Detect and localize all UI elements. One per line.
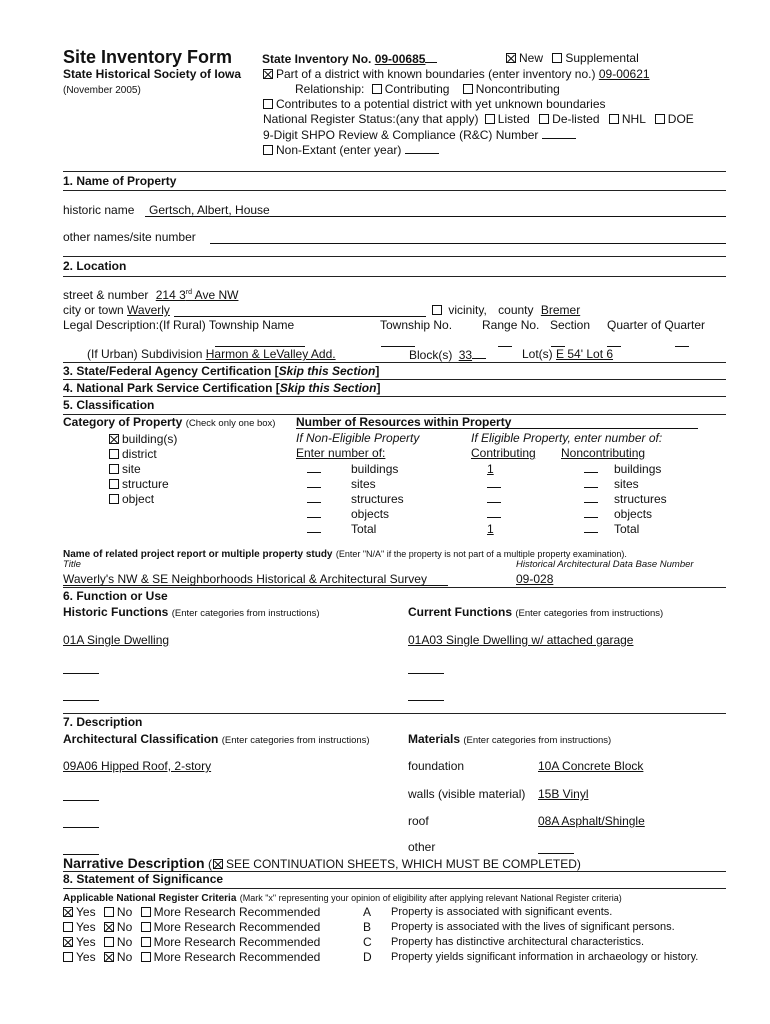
listed-checkbox[interactable] xyxy=(485,114,495,124)
study-title[interactable]: Waverly's NW & SE Neighborhoods Historical & Architectural Survey xyxy=(63,572,427,586)
historic-name-label: historic name xyxy=(63,203,135,217)
roof-label: roof xyxy=(408,814,429,828)
resources-heading: Number of Resources within Property xyxy=(296,415,512,429)
doe-checkbox[interactable] xyxy=(655,114,665,124)
category-structure[interactable]: structure xyxy=(109,477,177,492)
district-row xyxy=(263,68,650,82)
city-row xyxy=(63,304,170,318)
section-8-heading: 8. Statement of Significance xyxy=(63,872,224,886)
contributing-objects-field[interactable] xyxy=(487,508,501,518)
township-no-label: Township No. xyxy=(380,318,453,332)
noncontributing-checkbox[interactable] xyxy=(463,84,473,94)
divider xyxy=(63,888,726,889)
current-functions-heading: Current Functions (Enter categories from instructions) xyxy=(408,605,664,619)
noncontributing-buildings-field[interactable] xyxy=(584,463,598,473)
noneligible-total-field[interactable] xyxy=(307,523,321,533)
noncontributing-objects-field[interactable] xyxy=(584,508,598,518)
district-number[interactable]: 09-00621 xyxy=(598,67,650,81)
doe-label: DOE xyxy=(667,112,694,126)
other-material-label: other xyxy=(408,840,436,854)
nhl-checkbox[interactable] xyxy=(609,114,619,124)
noncontributing-sites-field[interactable] xyxy=(584,478,598,488)
lots-row xyxy=(522,348,613,362)
resources-underline xyxy=(296,428,698,429)
eligible-label: If Eligible Property, enter number of: xyxy=(471,431,663,445)
contributing-label: Contributing xyxy=(384,82,450,96)
form-title: Site Inventory Form xyxy=(63,47,233,67)
section-4-heading: 4. National Park Service Certification [Skip this Section] xyxy=(63,381,381,395)
category-heading: Category of Property (Check only one box) xyxy=(63,415,276,429)
nr-status-label: National Register Status:(any that apply) xyxy=(263,112,479,126)
contributing-counts xyxy=(487,462,501,537)
criterion-c-yes[interactable] xyxy=(63,937,73,947)
district-checkbox[interactable] xyxy=(263,69,273,79)
county-value[interactable]: Bremer xyxy=(540,303,581,317)
divider xyxy=(63,362,726,363)
listed-label: Listed xyxy=(497,112,530,126)
quarter-label: Quarter of Quarter xyxy=(607,318,706,332)
vicinity-label: vicinity, xyxy=(448,303,487,317)
resource-labels-right: buildings sites structures objects Total xyxy=(614,462,667,536)
lots-label: Lot(s) xyxy=(522,347,553,361)
city-line xyxy=(174,316,426,317)
criterion-a-row: Yes No More Research Recommended xyxy=(63,905,320,920)
noneligible-sites-field[interactable] xyxy=(307,478,321,488)
section-7-heading: 7. Description xyxy=(63,715,143,729)
range-no-field[interactable] xyxy=(498,346,512,347)
delisted-label: De-listed xyxy=(552,112,600,126)
foundation-label: foundation xyxy=(408,759,465,773)
arch-class-2[interactable] xyxy=(63,800,99,801)
district-label: Part of a district with known boundaries (enter inventory no.) xyxy=(276,67,596,81)
walls-value[interactable]: 15B Vinyl xyxy=(538,787,589,801)
shpo-row xyxy=(263,128,576,143)
noncontributing-label: Noncontributing xyxy=(475,82,560,96)
foundation-value[interactable]: 10A Concrete Block xyxy=(538,759,644,773)
category-district[interactable]: district xyxy=(109,447,177,462)
vicinity-row xyxy=(432,304,580,318)
new-supplemental xyxy=(506,52,639,66)
arch-class-3[interactable] xyxy=(63,827,99,828)
nonextant-label: Non-Extant (enter year) xyxy=(276,143,402,157)
db-number-label: Historical Architectural Data Base Number xyxy=(516,559,694,570)
criteria-letters: A B C D xyxy=(363,905,372,964)
nonextant-checkbox[interactable] xyxy=(263,145,273,155)
current-function-2[interactable] xyxy=(408,673,444,674)
noncontributing-counts xyxy=(584,462,598,537)
criteria-descriptions: Property is associated with significant events. Property is associated with the lives of significant persons. Property has distinctive architectural characteristics. Property yields significant information in archaeology or history. xyxy=(391,906,699,963)
potential-label: Contributes to a potential district with yet unknown boundaries xyxy=(276,97,606,111)
historic-function-2[interactable] xyxy=(63,673,99,674)
divider xyxy=(63,379,726,380)
criterion-b-more[interactable] xyxy=(141,922,151,932)
contributing-buildings-value[interactable]: 1 xyxy=(487,462,494,476)
section-2-heading: 2. Location xyxy=(63,259,127,273)
criterion-b-row: Yes No More Research Recommended xyxy=(63,920,320,935)
historic-function-1[interactable]: 01A Single Dwelling xyxy=(63,633,170,647)
noneligible-label: If Non-Eligible Property xyxy=(296,431,420,445)
criterion-d-yes[interactable] xyxy=(63,952,73,962)
new-checkbox[interactable] xyxy=(506,53,516,63)
blocks-label: Block(s) xyxy=(409,348,453,362)
blocks-row xyxy=(409,348,486,363)
divider xyxy=(63,396,726,397)
divider xyxy=(63,713,726,714)
divider xyxy=(63,587,726,588)
noncontributing-col-label: Noncontributing xyxy=(561,446,646,460)
category-building[interactable]: building(s) xyxy=(109,432,177,447)
range-no-label: Range No. xyxy=(482,318,540,332)
subdivision-value[interactable]: Harmon & LeValley Add. xyxy=(205,347,336,361)
category-list xyxy=(109,432,177,507)
criterion-a-yes[interactable] xyxy=(63,907,73,917)
supplemental-label: Supplemental xyxy=(565,51,639,65)
vicinity-checkbox[interactable] xyxy=(432,305,442,315)
criterion-c-row: Yes No More Research Recommended xyxy=(63,935,320,950)
criteria-heading: Applicable National Register Criteria (Mark "x" representing your opinion of eligibility after applying relevant National Register criteria) xyxy=(63,893,622,904)
criterion-b-no[interactable] xyxy=(104,922,114,932)
inventory-number-row xyxy=(262,52,437,67)
noneligible-counts xyxy=(307,462,321,537)
section-6-heading: 6. Function or Use xyxy=(63,589,168,603)
related-study-row: Name of related project report or multiple property study (Enter "N/A" if the property is not part of a multiple property examination). xyxy=(63,549,627,560)
street-row xyxy=(63,289,238,303)
enter-number-label: Enter number of: xyxy=(296,446,386,460)
nr-status-row xyxy=(263,113,694,127)
nonextant-year-field[interactable] xyxy=(405,143,439,154)
current-function-1[interactable]: 01A03 Single Dwelling w/ attached garage xyxy=(408,633,634,647)
criteria-list xyxy=(63,905,320,965)
category-site[interactable]: site xyxy=(109,462,177,477)
potential-row xyxy=(263,98,606,112)
category-object[interactable]: object xyxy=(109,492,177,507)
urban-row xyxy=(87,348,336,362)
other-names-field[interactable] xyxy=(210,243,726,244)
contributing-total-value[interactable]: 1 xyxy=(487,522,494,536)
other-names-label: other names/site number xyxy=(63,230,196,244)
township-no-field[interactable] xyxy=(381,346,415,347)
contributing-structures-field[interactable] xyxy=(487,493,501,503)
other-material-field[interactable] xyxy=(538,853,574,854)
potential-checkbox[interactable] xyxy=(263,99,273,109)
nonextant-row xyxy=(263,143,439,158)
noneligible-structures-field[interactable] xyxy=(307,493,321,503)
city-value[interactable]: Waverly xyxy=(127,303,170,317)
resource-labels-left: buildings sites structures objects Total xyxy=(351,462,404,536)
narrative-checkbox[interactable] xyxy=(213,859,223,869)
inventory-label: State Inventory No. xyxy=(262,52,372,66)
divider xyxy=(63,190,726,191)
arch-class-1[interactable]: 09A06 Hipped Roof, 2-story xyxy=(63,759,212,773)
contributing-col-label: Contributing xyxy=(471,446,536,460)
relationship-row xyxy=(295,83,560,97)
study-title-line xyxy=(63,585,448,586)
nhl-label: NHL xyxy=(621,112,646,126)
divider xyxy=(63,171,726,172)
noncontributing-structures-field[interactable] xyxy=(584,493,598,503)
noneligible-objects-field[interactable] xyxy=(307,508,321,518)
historic-functions-heading: Historic Functions (Enter categories from instructions) xyxy=(63,605,320,619)
walls-label: walls (visible material) xyxy=(408,787,526,801)
urban-label: (If Urban) Subdivision xyxy=(87,347,203,361)
lots-value[interactable]: E 54' Lot 6 xyxy=(556,347,614,361)
quarter-of-quarter-field[interactable] xyxy=(675,346,689,347)
blocks-value[interactable]: 33 xyxy=(458,348,473,362)
section-3-heading: 3. State/Federal Agency Certification [Skip this Section] xyxy=(63,364,380,378)
section-5-heading: 5. Classification xyxy=(63,398,155,412)
study-number[interactable]: 09-028 xyxy=(516,572,554,586)
narrative-row: Narrative Description ( SEE CONTINUATION SHEETS, WHICH MUST BE COMPLETED) xyxy=(63,855,581,871)
divider xyxy=(63,256,726,257)
legal-description-label: Legal Description:(If Rural) Township Name xyxy=(63,318,295,332)
arch-class-heading: Architectural Classification (Enter categories from instructions) xyxy=(63,732,370,746)
street-value[interactable]: 214 3rd Ave NW xyxy=(155,288,239,302)
contributing-sites-field[interactable] xyxy=(487,478,501,488)
noneligible-buildings-field[interactable] xyxy=(307,463,321,473)
city-label: city or town xyxy=(63,303,124,317)
criterion-c-no[interactable] xyxy=(104,937,114,947)
shpo-field[interactable] xyxy=(542,128,576,139)
supplemental-checkbox[interactable] xyxy=(552,53,562,63)
criterion-d-more[interactable] xyxy=(141,952,151,962)
noncontributing-total-field[interactable] xyxy=(584,523,598,533)
materials-heading: Materials (Enter categories from instructions) xyxy=(408,732,612,746)
criterion-d-row: Yes No More Research Recommended xyxy=(63,950,320,965)
roof-value[interactable]: 08A Asphalt/Shingle xyxy=(538,814,645,828)
shpo-label: 9-Digit SHPO Review & Compliance (R&C) Number xyxy=(263,128,539,142)
criterion-a-more[interactable] xyxy=(141,907,151,917)
criterion-a-no[interactable] xyxy=(104,907,114,917)
relationship-label: Relationship: xyxy=(295,82,365,96)
org-name: State Historical Society of Iowa xyxy=(63,67,242,81)
inventory-number[interactable]: 09-00685 xyxy=(374,52,426,66)
title-label: Title xyxy=(63,559,81,570)
street-label: street & number xyxy=(63,288,149,302)
divider xyxy=(63,276,726,277)
criterion-c-more[interactable] xyxy=(141,937,151,947)
historic-function-3[interactable] xyxy=(63,700,99,701)
current-function-3[interactable] xyxy=(408,700,444,701)
delisted-checkbox[interactable] xyxy=(539,114,549,124)
criterion-b-yes[interactable] xyxy=(63,922,73,932)
county-label: county xyxy=(498,303,534,317)
new-label: New xyxy=(519,51,544,65)
section-1-heading: 1. Name of Property xyxy=(63,174,177,188)
contributing-checkbox[interactable] xyxy=(372,84,382,94)
criterion-d-no[interactable] xyxy=(104,952,114,962)
section-label: Section xyxy=(550,318,591,332)
historic-name-value[interactable]: Gertsch, Albert, House xyxy=(149,203,270,217)
form-date: (November 2005) xyxy=(63,85,141,96)
